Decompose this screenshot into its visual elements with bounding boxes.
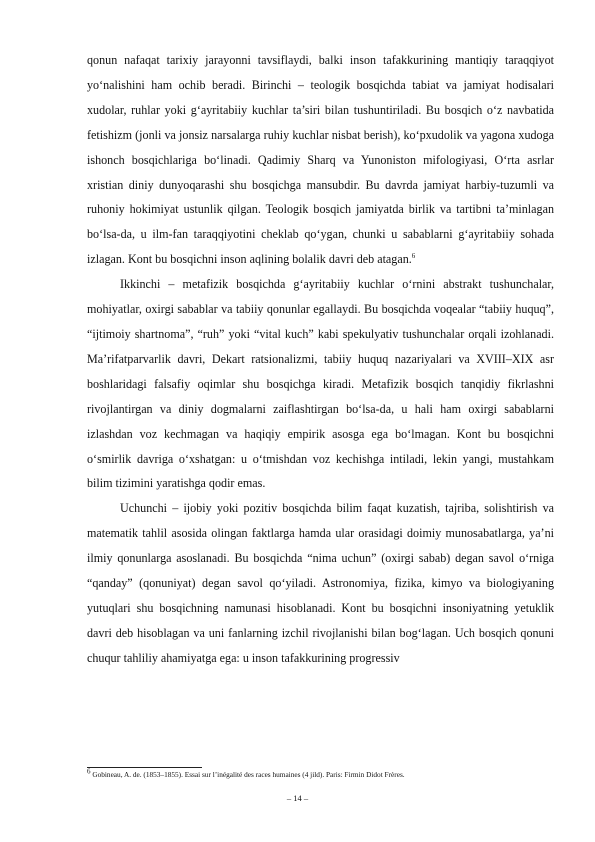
footnote-text: Gobineau, A. de. (1853–1855). Essai sur l’inégalité des races humaines (4 jild). Paris: Firmin Didot Frères. xyxy=(92,770,405,779)
body-text xyxy=(87,48,554,671)
page-number: – 14 – xyxy=(286,793,309,803)
footnote-divider xyxy=(87,767,202,768)
footnote-reference[interactable]: 6 xyxy=(411,252,416,261)
paragraph-1 xyxy=(87,48,554,272)
paragraph-1-text: qonun nafaqat tarixiy jarayonni tavsiflaydi, balki inson tafakkurining mantiqiy taraqqiyot yo‘nalishini ham ochib beradi. Birinchi – teologik bosqichda tabiat va jamiyat hodisalari xudolar, ruhlar yoki g‘ayritabiiy kuchlar ta’siri bilan tushuntiriladi. Bu bosqich o‘z navbatida fetishizm (jonli va jonsiz narsalarga ruhiy kuchlar nisbat berish), ko‘pxudolik va yagona xudoga ishonch bosqichlariga bo‘linadi. Qadimiy Sharq va Yunoniston mifologiyasi, O‘rta asrlar xristian diniy dunyoqarashi shu bosqichga mansubdir. Bu davrda jamiyat harbiy-tuzumli va ruhoniy hokimiyat ustunlik qilgan. Teologik bosqich jamiyatda birlik va tartibni ta’minlagan bo‘lsa-da, u ilm-fan taraqqiyotini cheklab qo‘ygan, chunki u sabablarni g‘ayritabiiy sohada izlagan. Kont bu bosqichni inson aqlining bolalik davri deb atagan. xyxy=(87,53,554,267)
footnote xyxy=(87,767,557,780)
paragraph-2: Ikkinchi – metafizik bosqichda g‘ayritabiiy kuchlar o‘rnini abstrakt tushunchalar, mohiyatlar, oxirgi sabablar va tabiiy qonunlar egallaydi. Bu bosqichda voqealar “tabiiy huquq”, “ijtimoiy shartnoma”, “ruh” yoki “vital kuch” kabi spekulyativ tushunchalar orqali izohlanadi. Ma’rifatparvarlik davri, Dekart ratsionalizmi, tabiiy huquq nazariyalari va XVIII–XIX asr boshlaridagi falsafiy oqimlar shu bosqichga kiradi. Metafizik bosqich tanqidiy fikrlashni rivojlantirgan va diniy dogmalarni zaiflashtirgan bo‘lsa-da, u hali ham oxirgi sabablarni izlashdan voz kechmagan va haqiqiy empirik asosga ega bo‘lmagan. Kont bu bosqichni o‘smirlik davriga o‘xshatgan: u o‘tmishdan voz kechishga intiladi, lekin yangi, mustahkam bilim tizimini yaratishga qodir emas. xyxy=(87,277,554,491)
paragraph-3: Uchunchi – ijobiy yoki pozitiv bosqichda bilim faqat kuzatish, tajriba, solishtirish va matematik tahlil asosida olingan faktlarga hamda ular orasidagi doimiy munosabatlarga, ya’ni ilmiy qonunlarga asoslanadi. Bu bosqichda “nima uchun” (oxirgi sabab) degan savol o‘rniga “qanday” (qonuniyat) degan savol qo‘yiladi. Astronomiya, fizika, kimyo va biologiyaning yutuqlari shu bosqichning namunasi hisoblanadi. Kont bu bosqichni insoniyatning yetuklik davri deb hisoblagan va uni fanlarning izchil rivojlanishi bilan bog‘lagan. Uch bosqich qonuni chuqur tahliliy ahamiyatga ega: u inson tafakkurining progressiv xyxy=(87,501,554,665)
footnote-number: 6 xyxy=(87,767,91,776)
